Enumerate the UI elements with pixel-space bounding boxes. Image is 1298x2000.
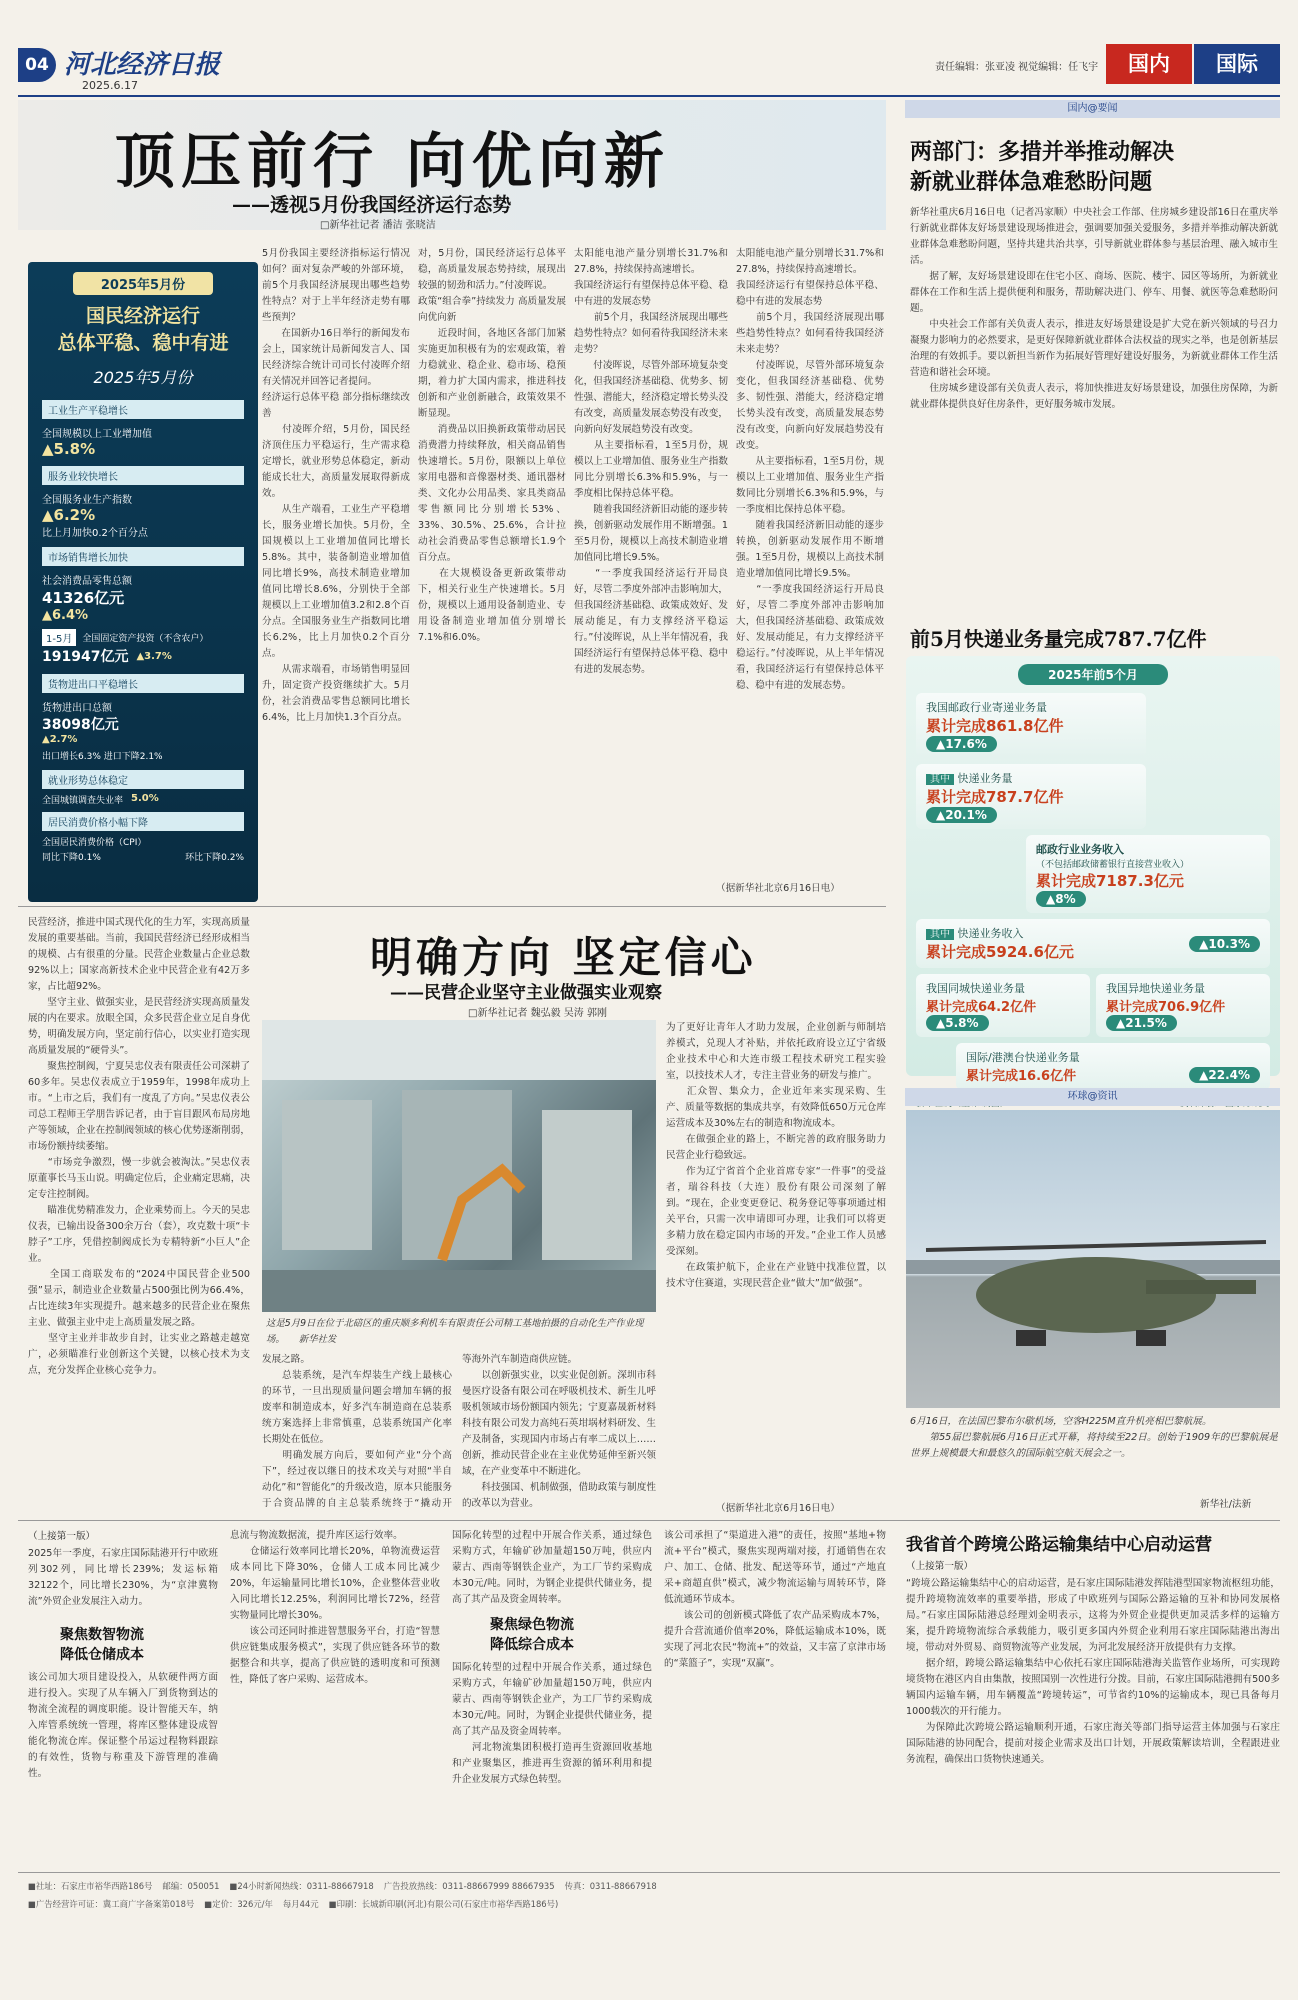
section-divider	[18, 906, 886, 907]
express-remote-total: 累计完成706.9亿件	[1106, 1000, 1226, 1015]
second-right-column: 为了更好让青年人才助力发展，企业创新与师制培养模式，兑现人才补贴，并依托政府设立辽宁省级企业技术中心和大连市级工程技术研究工程实验室，以技技术人才，专注主营业务的研发与推广。 汇众智、集众力，企业近年来实现采购、生产、质量等数据的集成共享，有效降低650万元仓库运营成本及30%左右的制造和物流成本。 在做强企业的路上，不断完善的政府服务助力民营企业行稳致远。 作为辽宁省首个企业首席专家“一件事”的受益者，瑞谷科技（大连）股份有限公司深刻了解到。“现在，企业变更登记、税务登记等事项通过相关平台，只需一次申请即可办理，让我们可以将更多精力放在稳定国内市场的开发。”企业工作人员感受深刻。 在政策护航下，企业在产业链中找准位置，以技术守住赛道，实现民营企业“做大”加“做强”。	[666, 1022, 886, 1289]
factory-photo-caption: 这是5月9日在位于北碚区的重庆顺多利机车有限责任公司精工基地拍摄的自动化生产作业现场。 新华社发	[266, 1318, 644, 1345]
info-fai-label: 1-5月	[42, 629, 76, 646]
second-source: （据新华社北京6月16日电）	[716, 1503, 840, 1514]
express-revenue-pct: ▲8%	[1036, 891, 1086, 907]
info-fai-pct: ▲3.7%	[136, 650, 172, 662]
domestic-news-band: 国内@要闻	[905, 100, 1280, 118]
express-intl-total: 累计完成16.6亿件	[966, 1069, 1077, 1084]
info-fai-text: 全国固定资产投资（不含农户）	[82, 634, 209, 644]
express-headline: 前5月快递业务量完成787.7亿件	[910, 627, 1207, 651]
info-service-value: 全国服务业生产指数	[42, 495, 132, 506]
info-trade-label: 货物进出口平稳增长	[42, 674, 244, 693]
footer-print: ■印刷：长城新印刷(河北)有限公司(石家庄市裕华西路186号)	[328, 1899, 559, 1909]
info-industry-pct: ▲5.8%	[42, 440, 96, 458]
express-cr-title: 快递业务收入	[957, 927, 1024, 940]
footer-price: ■定价：326元/年	[204, 1899, 273, 1909]
footer-zip: 邮编：050051	[162, 1881, 220, 1891]
express-local-pct: ▲5.8%	[926, 1015, 989, 1031]
lead-column-4: 太阳能电池产量分别增长31.7%和27.8%，持续保持高速增长。 我国经济运行有望保持总体平稳、稳中有进的发展态势 前5个月，我国经济展现出哪些趋势性特点？如何看待我国经济未来走势？ 付凌晖说，尽管外部环境复杂变化，但我国经济基础稳、优势多、韧性强、潜能大，经济稳定增长势头没有改变，高质量发展态势没有改变，向新向好发展趋势没有改变。 从主要指标看，1至5月份，规模以上工业增加值、服务业生产指数同比分别增长6.3%和5.9%，与一季度相比保持总体平稳。 随着我国经济新旧动能的逐步转换，创新驱动发展作用不断增强。1至5月份，规模以上高技术制造业增加值同比增长9.5%。 “一季度我国经济运行开局良好，尽管二季度外部冲击影响加大，但我国经济基础稳、政策成效好、发展动能足，有力支撑经济平稳运行。”付凌晖说，从上半年情况看，我国经济运行有望保持总体平稳、稳中有进的发展态势。	[736, 248, 884, 691]
info-retail-pct: ▲6.4%	[42, 608, 89, 623]
express-stat-postal	[916, 693, 1146, 758]
tab-domestic[interactable]: 国内	[1106, 44, 1192, 84]
footer-fax: 传真：0311-88667918	[564, 1881, 657, 1891]
express-courier-tag: 其中	[926, 774, 954, 785]
info-trade-value: 38098亿元	[42, 717, 119, 733]
info-retail-label: 社会消费品零售总额	[42, 576, 132, 587]
express-courier-title: 快递业务量	[957, 772, 1013, 785]
lead-byline: □新华社记者 潘洁 张晓洁	[320, 220, 436, 231]
express-stat-revenue	[1026, 835, 1270, 913]
express-cr-total: 累计完成5924.6亿元	[926, 943, 1074, 961]
express-local-total: 累计完成64.2亿件	[926, 1000, 1037, 1015]
logistics-subhead-1b: 降低仓储成本	[60, 1647, 144, 1663]
footer-license: ■广告经营许可证：冀工商广字备案第018号	[28, 1899, 195, 1909]
info-month: 2025年5月份	[93, 368, 193, 387]
economy-infographic	[28, 262, 258, 902]
info-cpi-label: 居民消费价格小幅下降	[42, 812, 244, 831]
footer-monthly: 每月44元	[282, 1899, 319, 1909]
info-employment-label: 就业形势总体稳定	[42, 770, 244, 789]
world-news-band: 环球@资讯	[905, 1088, 1280, 1106]
editor-credits: 责任编辑：张亚凌 视觉编辑：任飞宇	[935, 62, 1099, 73]
header-rule	[18, 95, 1280, 97]
footer-ad: 广告投放热线：0311-88667999 88667935	[383, 1881, 555, 1891]
info-cpi-sub: 全国居民消费价格（CPI）	[42, 838, 147, 848]
footer-bar	[28, 1880, 1280, 1892]
info-trade-sub: 货物进出口总额	[42, 703, 112, 714]
footer-hotline: ■24小时新闻热线：0311-88667918	[229, 1881, 374, 1891]
info-cpi-yoy: 同比下降0.1%	[42, 853, 101, 863]
info-cpi-mom: 环比下降0.2%	[185, 853, 244, 863]
second-subtitle: ——民营企业坚守主业做强实业观察	[390, 983, 662, 1003]
helicopter-caption: 6月16日，在法国巴黎布尔歇机场，空客H225M直升机亮相巴黎航展。 第55届巴黎航展6月16日正式开幕，将持续至22日。创始于1909年的巴黎航展是世界上规模最大和最悠久的国际航空航天展会之一。	[910, 1416, 1278, 1459]
express-remote-title: 我国异地快递业务量	[1106, 982, 1205, 995]
express-revenue-note: （不包括邮政储蓄银行直接营业收入）	[1036, 860, 1190, 870]
express-infographic	[906, 656, 1280, 1084]
lead-subtitle: ——透视5月份我国经济运行态势	[232, 194, 512, 216]
employment-headline-1: 两部门：多措并举推动解决	[910, 139, 1175, 165]
express-stat-local	[916, 974, 1090, 1037]
info-service-label: 服务业较快增长	[42, 466, 244, 485]
helicopter-photo	[906, 1110, 1280, 1408]
page-number-badge: 04	[18, 48, 56, 82]
info-emp-sub: 全国城镇调查失业率	[42, 796, 124, 806]
express-postal-total: 累计完成861.8亿件	[926, 717, 1064, 735]
logistics-col3-top: 国际化转型的过程中开展合作关系，通过绿色采购方式，年输矿砂加量超150万吨，供应内蒙古、西南等钢铁企业产，为工厂节约采购成本30元/吨。同时，为钢企业提供代储业务，提高了其产品及资金周转率。	[452, 1530, 652, 1605]
logistics-col2: 息流与物流数据流，提升库区运行效率。 仓储运行效率同比增长20%，单物流费运营成本同比下降30%，仓储人工成本同比减少20%，年运输量同比增长10%，企业整体营业收入同比增长12.25%，利润同比增长72%，经营实物量同比增长30%。 该公司还同时推进智慧服务平台，打造“智慧供应链集成服务模式”，实现了供应链各环节的数据整合和共享，提高了供应链的透明度和可预测性，降低了客户采购、运营成本。	[230, 1530, 440, 1685]
logistics-col3-bottom: 国际化转型的过程中开展合作关系，通过绿色采购方式，年输矿砂加量超150万吨，供应内蒙古、西南等钢铁企业产，为工厂节约采购成本30元/吨。同时，为钢企业提供代储业务，提高了其产品及资金周转率。 河北物流集团积极打造再生资源回收基地和产业聚集区，推进再生资源的循环利用和提升企业发展方式绿色转型。	[452, 1662, 652, 1785]
second-mid-column-b: 等海外汽车制造商供应链。 以创新强实业，以实业促创新。深圳市科曼医疗设备有限公司在呼吸机技术、新生儿呼吸机领域市场份额国内领先；宁夏嘉晟新材料科技有限公司发力高纯石英坩埚材料研发、生产及制备，实现国内市场占有率二成以上……创新，推动民营企业在主业优势延伸至新兴领域，在产业变革中不断进化。 科技强国、机制做强，借助政策与制度性的改革以为营业。	[462, 1354, 656, 1509]
info-fai-value: 191947亿元	[42, 649, 129, 665]
info-trade-pct: ▲2.7%	[42, 734, 78, 745]
second-mid-column-a: 发展之路。 总装系统，是汽车焊装生产线上最核心的环节，一旦出现质量问题会增加车辆的报废率和制造成本，好多汽车制造商在总装系统方案选择上非常慎重，总装系统国产化率长期处在低位。 明确发展方向后，要如何产业“分个高下”，经过夜以继日的技术攻关与对照“半自动化”和“智能化”的升级改造，原本只能服务于合资品牌的自主总装系统终于“撬动开	[262, 1354, 452, 1509]
lead-source: （据新华社北京6月16日电）	[716, 883, 840, 894]
footer-address: ■社址：石家庄市裕华西路186号	[28, 1881, 153, 1891]
info-service-pct: ▲6.2%	[42, 506, 96, 524]
logistics-col1-bottom: 该公司加大项目建设投入，从软硬件两方面进行投入。实现了从车辆入厂到货物到达的物流全流程的调度职能。设计智能天车，纳入库管系统统一管理，将库区整体建设成智能化物流仓库。保证整个吊运过程物料跟踪的有效性，货物与称重及下游管理的准确性。	[28, 1672, 218, 1779]
lead-column-1: 5月份我国主要经济指标运行情况如何？面对复杂严峻的外部环境，前5个月我国经济展现出哪些趋势性特点？对于上半年经济走势有哪些预判？ 在国新办16日举行的新闻发布会上，国家统计局新闻发言人、国民经济综合统计司司长付凌晖介绍有关情况并回答记者提问。 经济运行总体平稳 部分指标继续改善 付凌晖介绍，5月份，国民经济顶住压力平稳运行，生产需求稳定增长，就业形势总体稳定，新动能成长壮大，高质量发展取得新成效。 从生产端看，工业生产平稳增长，服务业增长加快。5月份，全国规模以上工业增加值同比增长5.8%。其中，装备制造业增加值同比增长9%，高技术制造业增加值同比增长8.6%，分别快于全部规模以上工业增加值3.2和2.8个百分点。全国服务业生产指数同比增长6.2%，比上月加快0.2个百分点。 从需求端看，市场销售明显回升，固定资产投资继续扩大。5月份，社会消费品零售总额同比增长6.4%，比上月加快1.3个百分点。	[262, 248, 410, 723]
express-stat-remote	[1096, 974, 1270, 1037]
helicopter-icon	[906, 1110, 1280, 1408]
info-headline-2: 总体平稳、稳中有进	[57, 332, 229, 354]
express-local-title: 我国同城快递业务量	[926, 982, 1025, 995]
footer-rule	[18, 1872, 1280, 1873]
lead-column-3: 太阳能电池产量分别增长31.7%和27.8%，持续保持高速增长。 我国经济运行有望保持总体平稳、稳中有进的发展态势 前5个月，我国经济展现出哪些趋势性特点？如何看待我国经济未来走势？ 付凌晖说，尽管外部环境复杂变化，但我国经济基础稳、优势多、韧性强、潜能大，经济稳定增长势头没有改变，高质量发展态势没有改变，向新向好发展趋势没有改变。 从主要指标看，1至5月份，规模以上工业增加值、服务业生产指数同比分别增长6.3%和5.9%，与一季度相比保持总体平稳。 随着我国经济新旧动能的逐步转换，创新驱动发展作用不断增强。1至5月份，规模以上高技术制造业增加值同比增长9.5%。 “一季度我国经济运行开局良好，尽管二季度外部冲击影响加大，但我国经济基础稳、政策成效好、发展动能足，有力支撑经济平稳运行。”付凌晖说，从上半年情况看，我国经济运行有望保持总体平稳、稳中有进的发展态势。	[574, 248, 728, 675]
express-revenue-total: 累计完成7187.3亿元	[1036, 872, 1184, 890]
express-postal-title: 我国邮政行业寄递业务量	[926, 701, 1047, 714]
helicopter-credit: 新华社/法新	[1200, 1499, 1252, 1510]
issue-date: 2025.6.17	[82, 79, 138, 92]
crossborder-headline: 我省首个跨境公路运输集结中心启动运营	[906, 1535, 1212, 1555]
express-stat-intl	[956, 1043, 1270, 1090]
employment-headline-2: 新就业群体急难愁盼问题	[910, 169, 1153, 195]
express-postal-pct: ▲17.6%	[926, 736, 997, 752]
express-cr-pct: ▲10.3%	[1189, 936, 1260, 952]
express-stat-courier	[916, 764, 1146, 829]
express-stat-courier-revenue	[916, 919, 1270, 968]
express-intl-title: 国际/港澳台快递业务量	[966, 1051, 1080, 1064]
second-left-column: 民营经济，推进中国式现代化的生力军，实现高质量发展的重要基础。当前，我国民营经济已经形成相当的规模、占有很重的分量。民营企业数量占企业总数92%以上；国家高新技术企业中民营企业有42万多家，占比超92%。 坚守主业、做强实业，是民营经济实现高质量发展的内在要求。放眼全国，众多民营企业立足自身优势，明确发展方向，坚定前行信心，以实业打造实现高质量发展的“硬骨头”。 聚焦控制阀，宁夏吴忠仪表有限责任公司深耕了60多年。吴忠仪表成立于1959年，1998年成功上市。“上市之后，我们有一度乱了方向。”吴忠仪表公司总工程师王学朋告诉记者，由于盲目跟风布局房地产等领域，企业在控制阀领域的核心优势逐渐削弱，市场份额持续萎缩。 “市场竞争激烈，慢一步就会被淘汰。”吴忠仪表原董事长马玉山说。明确定位后，企业痛定思痛，决定专注控制阀。 瞄准优势精准发力，企业乘势而上。今天的吴忠仪表，已输出设备300余万台（套），攻克数十项“卡脖子”工序，凭借控制阀成长为专精特新“小巨人”企业。 全国工商联发布的“2024中国民营企业500强”显示，制造业企业数量占500强比例为66.4%，占比连续3年实现提升。越来越多的民营企业在聚焦主业、做强主业中走上高质量发展之路。 坚守主业并非故步自封，让实业之路越走越宽广，必须瞄准行业创新这个关键，以核心技术为支点，充分发挥企业核心竞争力。	[28, 917, 250, 1376]
logistics-subhead-2b: 降低综合成本	[490, 1637, 574, 1653]
info-headline-1: 国民经济运行	[85, 305, 200, 327]
info-consume-label: 市场销售增长加快	[42, 547, 244, 566]
info-trade-split: 出口增长6.3% 进口下降2.1%	[42, 752, 163, 762]
robot-arm-icon	[262, 1020, 656, 1312]
express-badge: 2025年前5个月	[1018, 664, 1168, 685]
second-byline: □新华社记者 魏弘毅 吴涛 郭刚	[468, 1008, 607, 1019]
express-remote-pct: ▲21.5%	[1106, 1015, 1177, 1031]
tab-international[interactable]: 国际	[1194, 44, 1280, 84]
express-courier-total: 累计完成787.7亿件	[926, 788, 1064, 806]
bottom-cont-note: （上接第一版）	[28, 1531, 96, 1542]
logistics-col4: 该公司承担了“渠道进入港”的责任，按照“基地+物流+平台”模式，聚焦实现两端对接，打通销售在农户、加工、仓储、批发、配送等环节，通过“产地直采+商超直供”模式，减少物流运输与周转环节，降低流通环节成本。 该公司的创新模式降低了农产品采购成本7%，提升合营流通价值率20%，降低运输成本10%，既实现了河北农民“物流+”的效益，又丰富了京津市场的“菜篮子”，实现“双赢”。	[664, 1530, 886, 1669]
info-tag: 2025年5月份	[73, 272, 213, 295]
express-intl-pct: ▲22.4%	[1189, 1067, 1260, 1083]
employment-article: 新华社重庆6月16日电（记者冯家顺）中央社会工作部、住房城乡建设部16日在重庆举行新就业群体友好场景建设现场推进会，强调要加强关爱服务，多措并举推动解决新就业群体急难愁盼问题，坚持共建共治共享，引导新就业群体参与基层治理、融入城市生活。 据了解，友好场景建设即在住宅小区、商场、医院、楼宇、园区等场所，为新就业群体在工作和生活上提供便利和服务，帮助解决进门、停车、用餐、就医等急难愁盼问题。 中央社会工作部有关负责人表示，推进友好场景建设是扩大党在新兴领域的号召力凝聚力影响力的必然要求，是更好保障新就业群体合法权益的现实之举，也是创新基层治理的有效抓手。要以新担当新作为拓展好管理好建设好服务，为新就业群体工作生活营造和谐社会环境。 住房城乡建设部有关负责人表示，将加快推进友好场景建设，加强住房保障，为新就业群体提供良好住房条件，更好服务城市发展。	[910, 207, 1278, 410]
express-revenue-title: 邮政行业业务收入	[1036, 843, 1124, 856]
bottom-divider	[18, 1520, 1280, 1521]
factory-photo	[262, 1020, 656, 1312]
info-industry-value: 全国规模以上工业增加值	[42, 429, 152, 440]
info-retail-value: 41326亿元	[42, 589, 125, 607]
footer-bar-2	[28, 1898, 1280, 1910]
express-courier-pct: ▲20.1%	[926, 807, 997, 823]
lead-column-2: 对，5月份，国民经济运行总体平稳，高质量发展态势持续，展现出较强的韧劲和活力。”付凌晖说。 政策“组合拳”持续发力 高质量发展向优向新 近段时间，各地区各部门加紧实施更加积极有为的宏观政策，着力稳就业、稳企业、稳市场、稳预期，着力扩大国内需求，推进科技创新和产业创新融合，政策效果不断显现。 消费品以旧换新政策带动居民消费潜力持续释放，相关商品销售快速增长。5月份，限额以上单位家用电器和音像器材类、通讯器材类、文化办公用品类、家具类商品零售额同比分别增长53%、33%、30.5%、25.6%，合计拉动社会消费品零售总额增长1.9个百分点。 在大规模设备更新政策带动下，相关行业生产快速增长。5月份，规模以上通用设备制造业、专用设备制造业增加值分别增长7.1%和6.0%。	[418, 248, 566, 643]
logistics-subhead-2a: 聚焦绿色物流	[490, 1617, 574, 1633]
info-industry-label: 工业生产平稳增长	[42, 400, 244, 419]
info-service-note: 比上月加快0.2个百分点	[42, 528, 148, 539]
masthead-logo: 河北经济日报	[64, 50, 221, 80]
crossborder-article: “跨境公路运输集结中心的启动运营，是石家庄国际陆港发挥陆港型国家物流枢纽功能，提升跨境物流效率的重要举措，形成了中欧班列与国际公路运输的互补和协同发展格局。”石家庄国际陆港总经理刘金明表示，这将为外贸企业提供更加灵活多样的运输方案，提升跨境物流综合承载能力，吸引更多国内外贸企业利用石家庄国际陆港出海出境，带动对外贸易、商贸物流等产业发展，为河北发展经济开放提供有力支撑。 据介绍，跨境公路运输集结中心依托石家庄国际陆港海关监管作业场所，可实现跨境货物在港区内自由集散，按照国别一次性进行分拨。目前，石家庄国际陆港拥有500多辆国内运输车辆，用车辆覆盖“跨境转运”，可节省约10%的运输成本，现已具备每月1000载次的开行能力。 为保障此次跨境公路运输顺利开通，石家庄海关等部门指导运营主体加强与石家庄国际陆港的协同配合，提前对接企业需求及出口计划，开展政策解读培训，全程跟进业务流程，确保出口货物快速通关。	[906, 1578, 1280, 1765]
lead-headline: 顶压前行 向优向新	[115, 127, 670, 197]
crossborder-cont-note: （上接第一版）	[906, 1561, 974, 1572]
logistics-col1-top: 2025年一季度，石家庄国际陆港开行中欧班列302列，同比增长239%；发运标箱32122个，同比增长230%，为“京津冀物流”外贸企业发展注入动力。	[28, 1548, 218, 1607]
logistics-subhead-1a: 聚焦数智物流	[60, 1627, 144, 1643]
second-headline: 明确方向 坚定信心	[370, 933, 757, 982]
express-cr-tag: 其中	[926, 929, 954, 940]
info-emp-value: 5.0%	[131, 793, 159, 804]
